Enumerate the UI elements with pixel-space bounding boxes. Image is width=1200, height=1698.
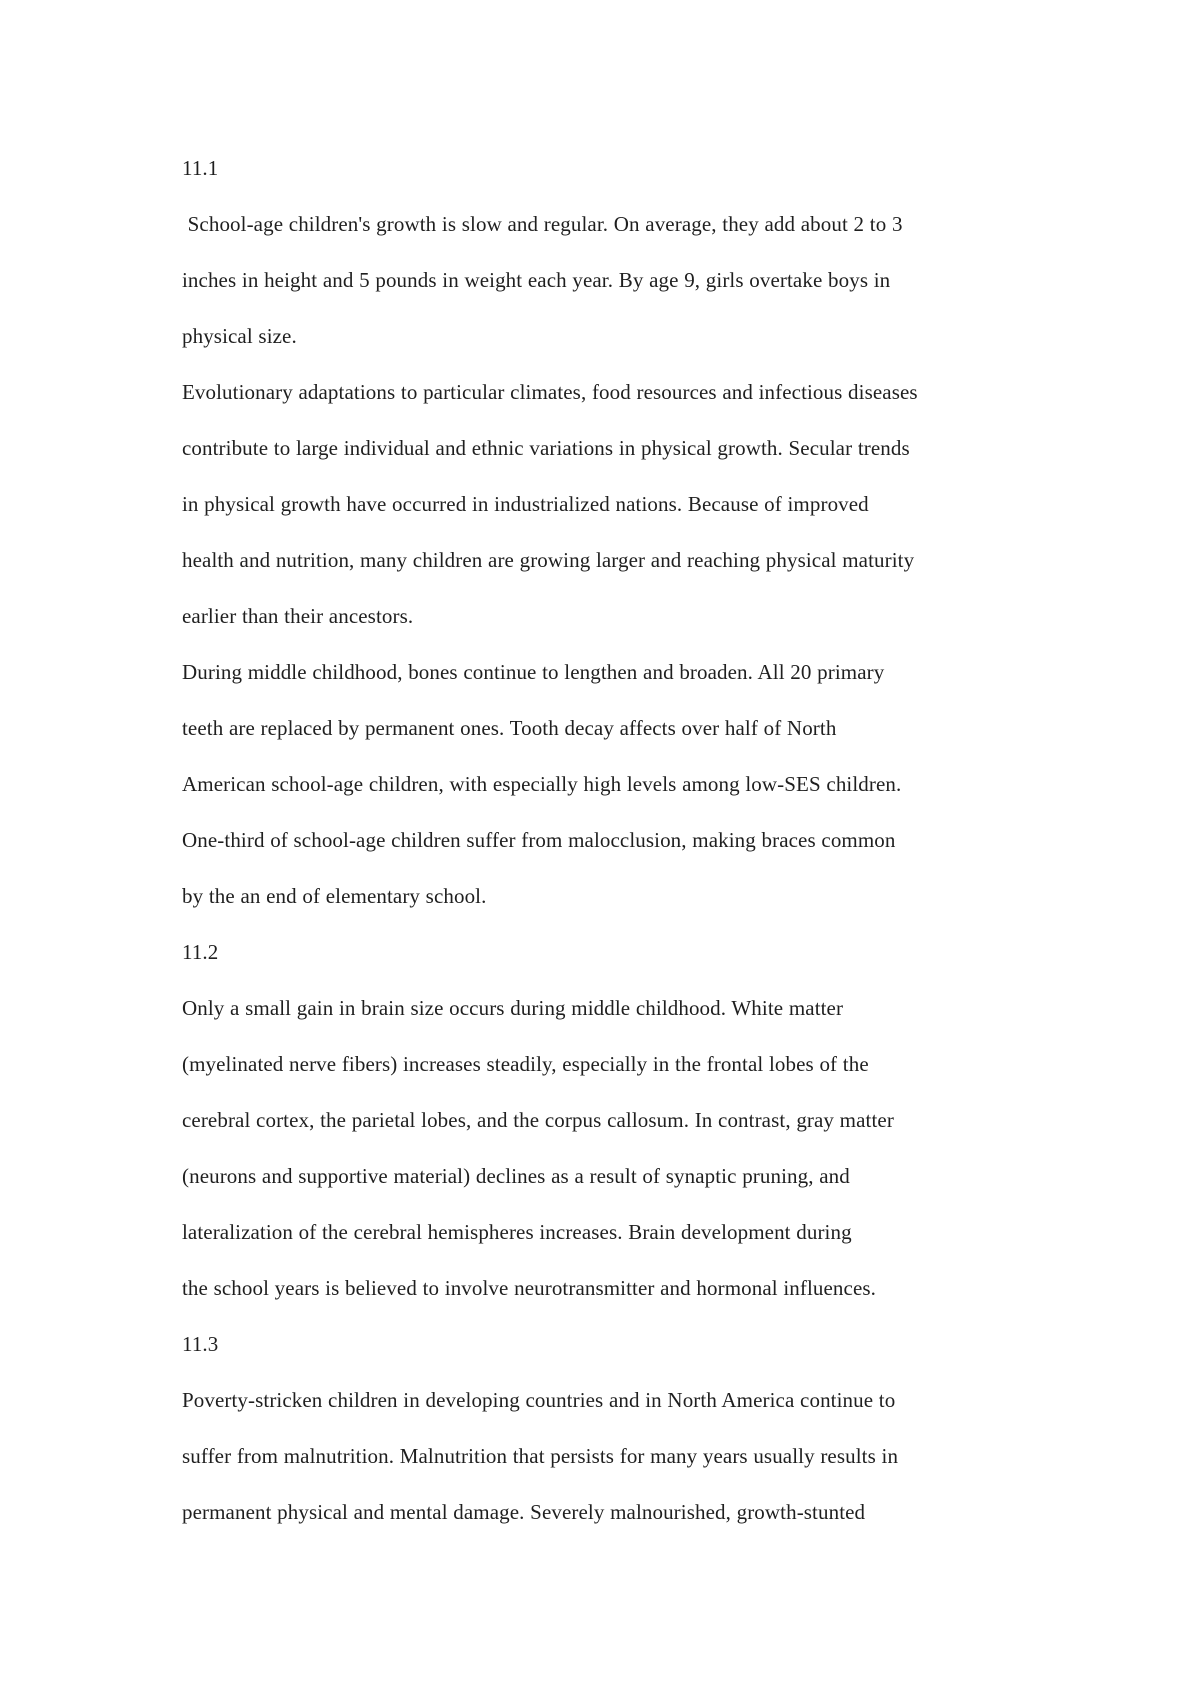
section-heading: 11.1 bbox=[182, 156, 219, 180]
text-line: Only a small gain in brain size occurs during middle childhood. White matter bbox=[182, 996, 844, 1020]
text-line: During middle childhood, bones continue to lengthen and broaden. All 20 primary bbox=[182, 660, 885, 684]
text-line: suffer from malnutrition. Malnutrition that persists for many years usually results in bbox=[182, 1444, 899, 1468]
text-line: physical size. bbox=[182, 324, 297, 348]
text-line: cerebral cortex, the parietal lobes, and the corpus callosum. In contrast, gray matter bbox=[182, 1108, 894, 1132]
text-line: (myelinated nerve fibers) increases steadily, especially in the frontal lobes of the bbox=[182, 1052, 869, 1076]
section-heading: 11.3 bbox=[182, 1332, 219, 1356]
text-line: American school-age children, with especially high levels among low-SES children. bbox=[182, 772, 902, 796]
text-line: the school years is believed to involve neurotransmitter and hormonal influences. bbox=[182, 1276, 876, 1300]
text-line: earlier than their ancestors. bbox=[182, 604, 414, 628]
text-line: One-third of school-age children suffer from malocclusion, making braces common bbox=[182, 828, 896, 852]
text-line: Evolutionary adaptations to particular climates, food resources and infectious diseases bbox=[182, 380, 918, 404]
text-line: lateralization of the cerebral hemispheres increases. Brain development during bbox=[182, 1220, 852, 1244]
text-line: (neurons and supportive material) declines as a result of synaptic pruning, and bbox=[182, 1164, 850, 1188]
text-line: by the an end of elementary school. bbox=[182, 884, 487, 908]
text-line: health and nutrition, many children are growing larger and reaching physical maturity bbox=[182, 548, 915, 572]
text-line: School-age children's growth is slow and regular. On average, they add about 2 to 3 bbox=[182, 212, 903, 236]
text-line: Poverty-stricken children in developing countries and in North America continue to bbox=[182, 1388, 896, 1412]
text-line: in physical growth have occurred in industrialized nations. Because of improved bbox=[182, 492, 869, 516]
section-heading: 11.2 bbox=[182, 940, 219, 964]
document-body bbox=[182, 140, 1062, 1540]
text-line: inches in height and 5 pounds in weight each year. By age 9, girls overtake boys in bbox=[182, 268, 891, 292]
text-line: permanent physical and mental damage. Severely malnourished, growth-stunted bbox=[182, 1500, 866, 1524]
text-line: teeth are replaced by permanent ones. Tooth decay affects over half of North bbox=[182, 716, 837, 740]
text-line: contribute to large individual and ethnic variations in physical growth. Secular trends bbox=[182, 436, 910, 460]
